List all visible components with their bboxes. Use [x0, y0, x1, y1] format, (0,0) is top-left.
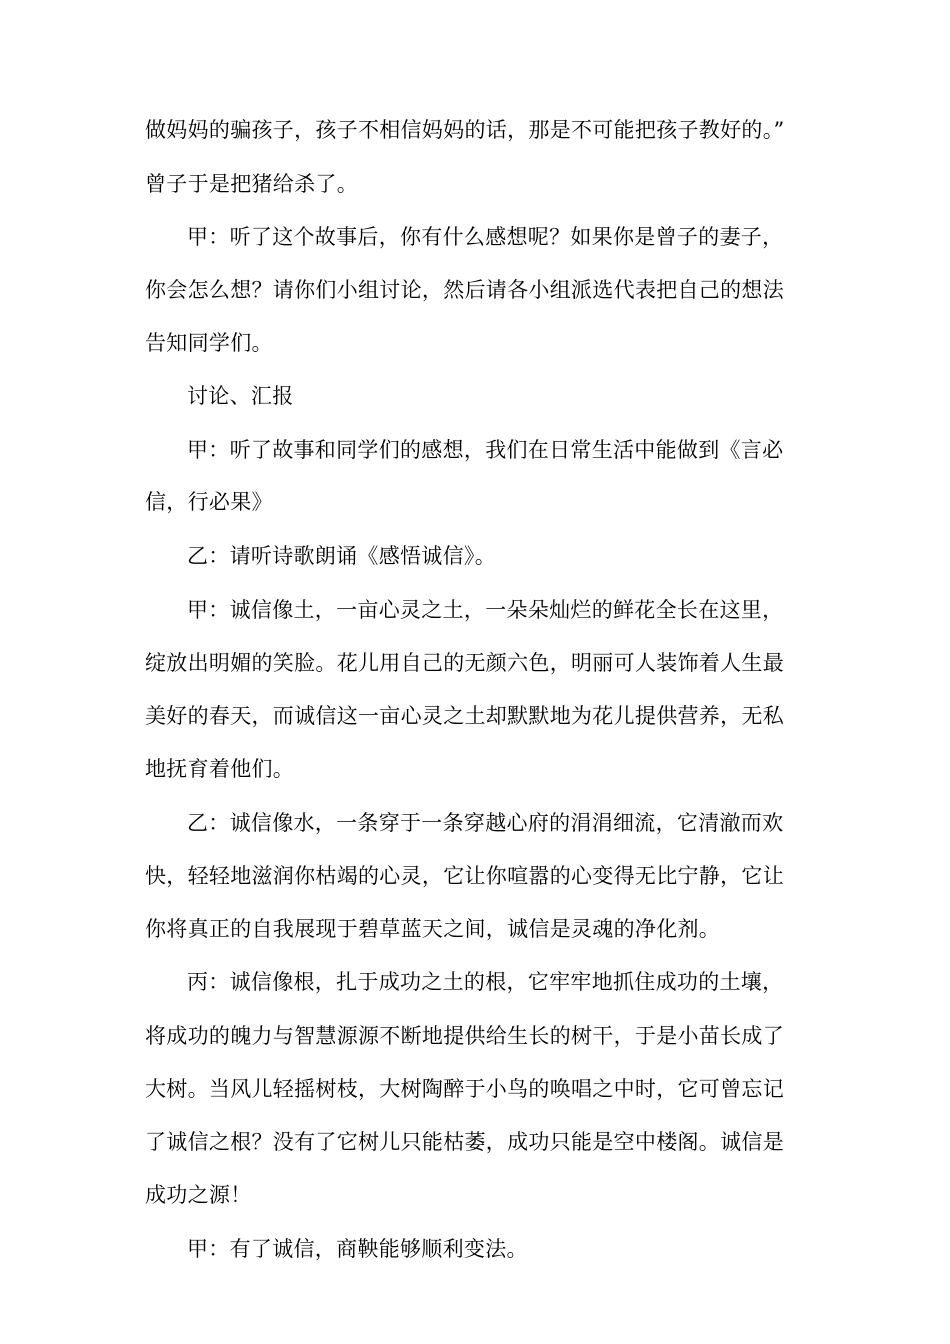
text-line: 做妈妈的骗孩子，孩子不相信妈妈的话，那是不可能把孩子教好的。”	[145, 118, 785, 142]
text-line: 将成功的魄力与智慧源源不断地提供给生长的树干，于是小苗长成了	[145, 1024, 784, 1048]
paragraph-start-line: 乙：请听诗歌朗诵《感悟诚信》。	[187, 544, 496, 568]
text-line: 信，行必果》	[145, 490, 273, 514]
text-line: 地抚育着他们。	[145, 757, 295, 781]
paragraph-start-line: 讨论、汇报	[187, 384, 294, 408]
paragraph-start-line: 丙：诚信像根，扎于成功之土的根，它牢牢地抓住成功的土壤，	[187, 970, 784, 994]
text-line: 大树。当风儿轻摇树枝，大树陶醉于小鸟的唤唱之中时，它可曾忘记	[145, 1077, 784, 1101]
paragraph-start-line: 甲：听了这个故事后，你有什么感想呢？如果你是曾子的妻子，	[187, 225, 784, 249]
paragraph-start-line: 乙：诚信像水，一条穿于一条穿越心府的涓涓细流，它清澈而欢	[187, 811, 784, 835]
text-line: 快，轻轻地滋润你枯竭的心灵，它让你喧嚣的心变得无比宁静，它让	[145, 864, 784, 888]
paragraph-start-line: 甲：诚信像土，一亩心灵之土，一朵朵灿烂的鲜花全长在这里，	[187, 598, 784, 622]
text-line: 曾子于是把猪给杀了。	[145, 172, 358, 196]
text-line: 绽放出明媚的笑脸。花儿用自己的无颜六色，明丽可人装饰着人生最	[145, 651, 784, 675]
text-line: 了诚信之根？没有了它树儿只能枯萎，成功只能是空中楼阁。诚信是	[145, 1130, 784, 1154]
text-line: 你将真正的自我展现于碧草蓝天之间，诚信是灵魂的净化剂。	[145, 917, 721, 941]
text-line: 美好的春天，而诚信这一亩心灵之土却默默地为花儿提供营养，无私	[145, 704, 784, 728]
text-line: 成功之源！	[145, 1183, 252, 1207]
paragraph-start-line: 甲：有了诚信，商鞅能够顺利变法。	[187, 1237, 528, 1261]
paragraph-start-line: 甲：听了故事和同学们的感想，我们在日常生活中能做到《言必	[187, 438, 784, 462]
text-line: 你会怎么想？请你们小组讨论，然后请各小组派选代表把自己的想法	[145, 278, 784, 302]
text-line: 告知同学们。	[145, 331, 273, 355]
